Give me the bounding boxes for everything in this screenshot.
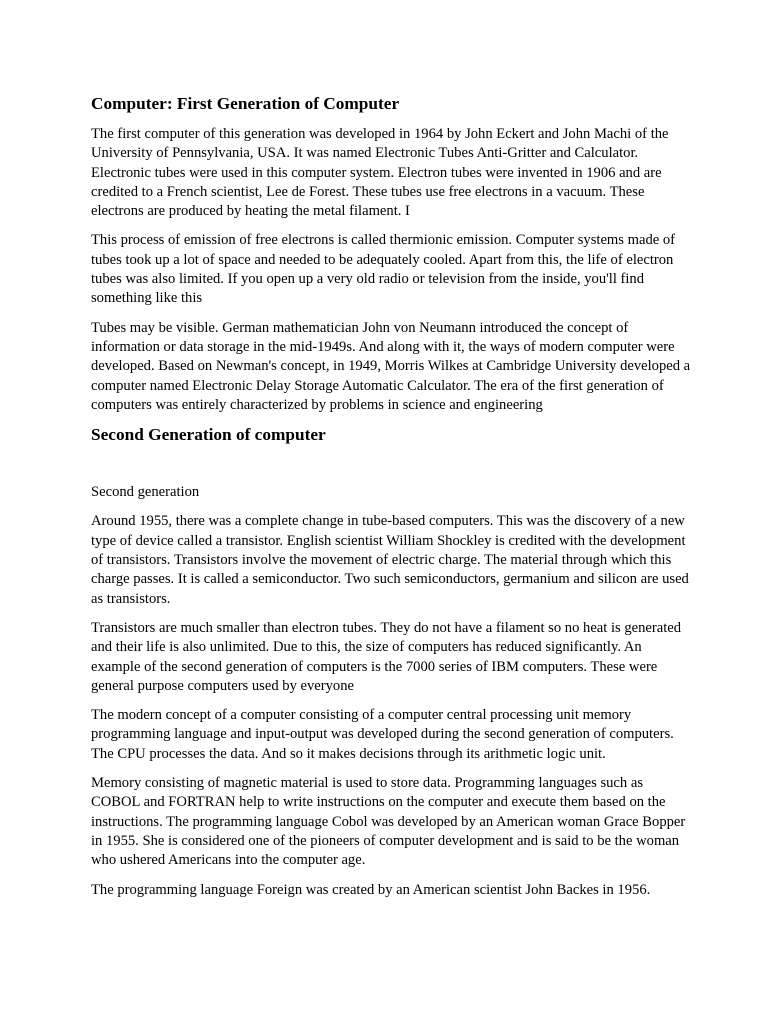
document-page	[91, 92, 691, 900]
paragraph: This process of emission of free electrons is called thermionic emission. Computer systems made of tubes took up a lot of space and needed to be adequately cooled. Apart from this, the life of electron tubes was also limited. If you open up a very old radio or television from the inside, you'll find something like this	[91, 232, 676, 307]
paragraph: The programming language Foreign was created by an American scientist John Backes in 1956.	[91, 881, 651, 898]
paragraph: The first computer of this generation was developed in 1964 by John Eckert and John Machi of the University of Pennsylvania, USA. It was named Electronic Tubes Anti-Gritter and Calculator. Electronic tubes were used in this computer system. Electron tubes were invented in 1906 and are credited to a French scientist, Lee de Forest. These tubes use free electrons in a vacuum. These electrons are produced by heating the metal filament. I	[91, 126, 669, 220]
paragraph: Memory consisting of magnetic material is used to store data. Programming languages such as COBOL and FORTRAN help to write instructions on the computer and execute them based on the instructions. The programming language Cobol was developed by an American woman Grace Bopper in 1955. She is considered one of the pioneers of computer development and is said to be the woman who ushered Americans into the computer age.	[91, 775, 686, 869]
section-heading-second-generation: Second Generation of computer	[91, 425, 326, 445]
section-heading-first-generation: Computer: First Generation of Computer	[91, 94, 400, 113]
subheading-paragraph: Second generation	[91, 484, 200, 501]
paragraph: The modern concept of a computer consisting of a computer central processing unit memory programming language and input-output was developed during the second generation of computers. The CPU processes the data. And so it makes decisions through its arithmetic logic unit.	[91, 707, 674, 762]
paragraph: Tubes may be visible. German mathematician John von Neumann introduced the concept of information or data storage in the mid-1949s. And along with it, the ways of modern computer were developed. Based on Newman's concept, in 1949, Morris Wilkes at Cambridge University developed a computer named Electronic Delay Storage Automatic Calculator. The era of the first generation of computers was entirely characterized by problems in science and engineering	[91, 319, 691, 413]
paragraph: Transistors are much smaller than electron tubes. They do not have a filament so no heat is generated and their life is also unlimited. Due to this, the size of computers has reduced significantly. An example of the second generation of computers is the 7000 series of IBM computers. These were general purpose computers used by everyone	[91, 619, 682, 694]
paragraph: Around 1955, there was a complete change in tube-based computers. This was the discovery of a new type of device called a transistor. English scientist William Shockley is credited with the development of transistors. Transistors involve the movement of electric charge. The material through which this charge passes. It is called a semiconductor. Two such semiconductors, germanium and silicon are used as transistors.	[91, 513, 689, 607]
